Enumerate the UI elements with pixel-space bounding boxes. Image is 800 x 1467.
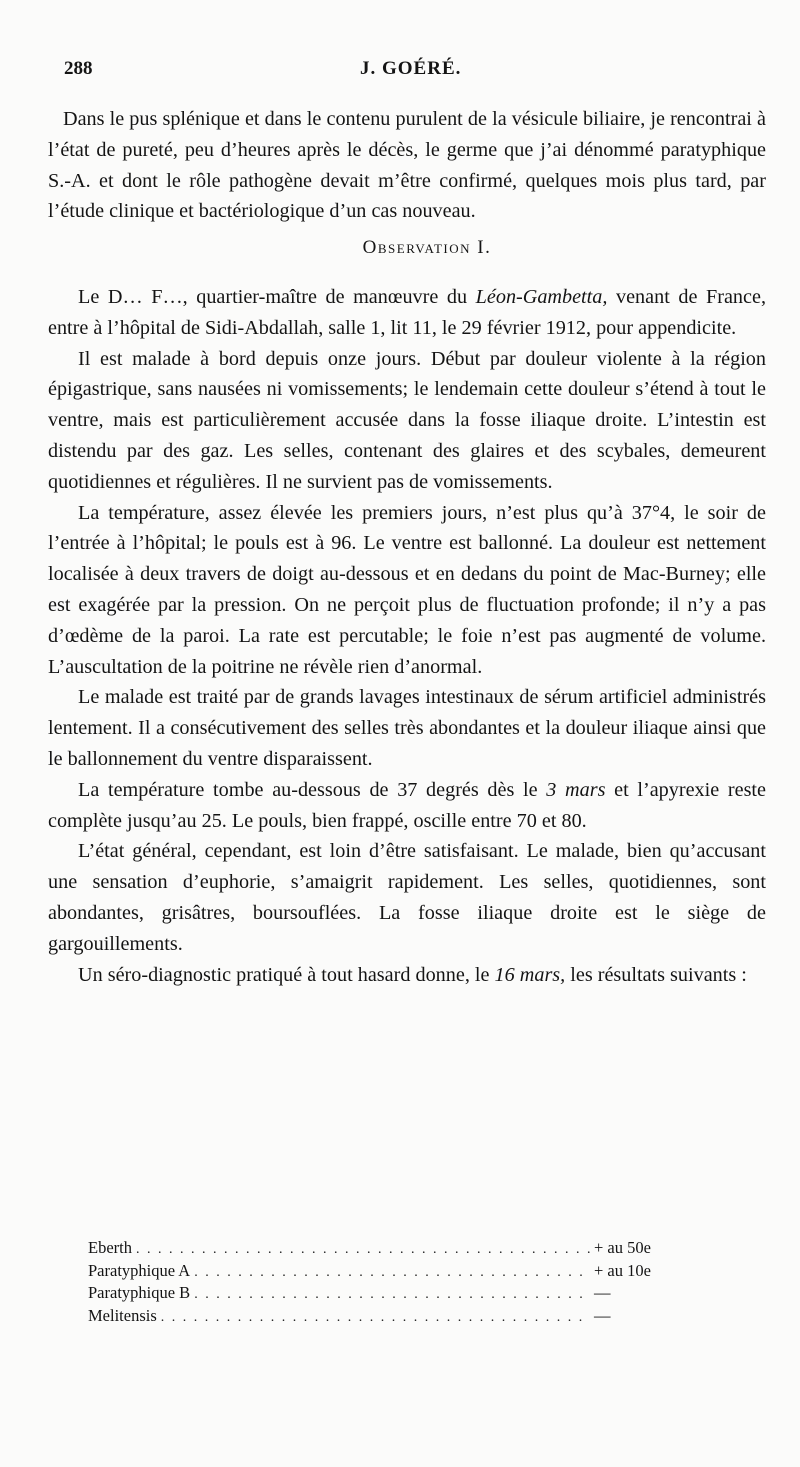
result-label: Paratyphique B bbox=[88, 1283, 191, 1302]
running-header bbox=[64, 58, 754, 88]
result-value: — bbox=[594, 1305, 611, 1325]
result-value: — bbox=[594, 1283, 611, 1302]
intro-paragraph: Dans le pus splénique et dans le contenu purulent de la vésicule biliaire, je rencontrai à l’état de pureté, peu d’heures après le décès, le germe que j’ai dénommé paratyphique S.-A. et dont le rôle pathogène devait m’être confirmé, quelques mois plus tard, par l’étude clinique et bactériologique d’un cas nouveau. bbox=[48, 108, 766, 223]
result-label: Melitensis bbox=[88, 1305, 157, 1325]
result-row bbox=[88, 1283, 668, 1306]
admission-text-end: venant de France, entre à l’hôpital de Sidi-Abdallah, salle 1, lit 11, le 29 février 1912, pour appendicite. bbox=[48, 285, 766, 339]
page-number: 288 bbox=[64, 58, 93, 79]
leader-dots bbox=[194, 1263, 590, 1284]
serodiagnosis-text-start: Un séro-diagnostic pratiqué à tout hasard donne, le bbox=[78, 963, 495, 986]
admission-text-start: Le D… F…, quartier-maître de manœuvre du bbox=[78, 285, 476, 308]
temperature-text-start: La température tombe au-dessous de 37 degrés dès le bbox=[78, 778, 547, 801]
result-label: Eberth bbox=[88, 1238, 132, 1257]
result-row bbox=[88, 1306, 668, 1329]
paragraph-general-state: L’état général, cependant, est loin d’être satisfaisant. Le malade, bien qu’accusant une sensation d’euphorie, s’amaigrit rapidement. Les selles, quotidiennes, sont abondantes, grisâtres, boursouflées. La fosse iliaque droite est le siège de gargouillements. bbox=[48, 840, 766, 955]
result-row bbox=[88, 1261, 668, 1284]
page-body bbox=[48, 104, 766, 990]
leader-dots bbox=[161, 1308, 590, 1329]
serodiagnosis-text-end: les résultats suivants : bbox=[565, 963, 747, 986]
result-row bbox=[88, 1238, 668, 1261]
leader-dots bbox=[194, 1285, 590, 1306]
paragraph-treatment: Le malade est traité par de grands lavages intestinaux de sérum artificiel administrés lentement. Il a consécutivement des selles très abondantes et la douleur iliaque ainsi que le ballonnement du ventre disparaissent. bbox=[48, 686, 766, 770]
temperature-text-end: et l’apyrexie reste complète jusqu’au 25. Le pouls, bien frappé, oscille entre 70 et 80. bbox=[48, 778, 766, 832]
result-value: + au 10e bbox=[594, 1260, 651, 1280]
paragraph-history: Il est malade à bord depuis onze jours. Début par douleur violente à la région épigastrique, sans nausées ni vomissements; le lendemain cette douleur s’étend à tout le ventre, mais est particulièrement accusée dans la fosse iliaque droite. L’intestin est distendu par des gaz. Les selles, contenant des glaires et des scybales, demeurent quotidiennes et régulières. Il ne survient pas de vomissements. bbox=[48, 347, 766, 493]
leader-dots bbox=[136, 1240, 590, 1261]
date-march-16: 16 mars, bbox=[494, 963, 566, 986]
paragraph-serodiagnosis bbox=[48, 960, 766, 991]
running-author: J. GOÉRÉ. bbox=[360, 58, 462, 79]
date-march-3: 3 mars bbox=[546, 778, 606, 801]
result-value: + au 50e bbox=[594, 1238, 651, 1257]
observation-heading: Observation I. bbox=[362, 237, 492, 259]
ship-name: Léon-Gambetta, bbox=[475, 285, 608, 308]
serodiagnosis-results bbox=[88, 1238, 668, 1328]
paragraph-temperature bbox=[48, 775, 766, 837]
paragraph-admission bbox=[48, 282, 766, 344]
paragraph-examination: La température, assez élevée les premiers jours, n’est plus qu’à 37°4, le soir de l’entrée à l’hôpital; le pouls est à 96. Le ventre est ballonné. La douleur est nettement localisée à deux travers de doigt au-dessous et en dedans du point de Mac-Burney; elle est exagérée par la pression. On ne perçoit plus de fluctuation profonde; il n’y a pas d’œdème de la paroi. La rate est percutable; le foie n’est pas augmenté de volume. L’auscultation de la poitrine ne révèle rien d’anormal. bbox=[48, 501, 766, 678]
result-label: Paratyphique A bbox=[88, 1260, 191, 1280]
